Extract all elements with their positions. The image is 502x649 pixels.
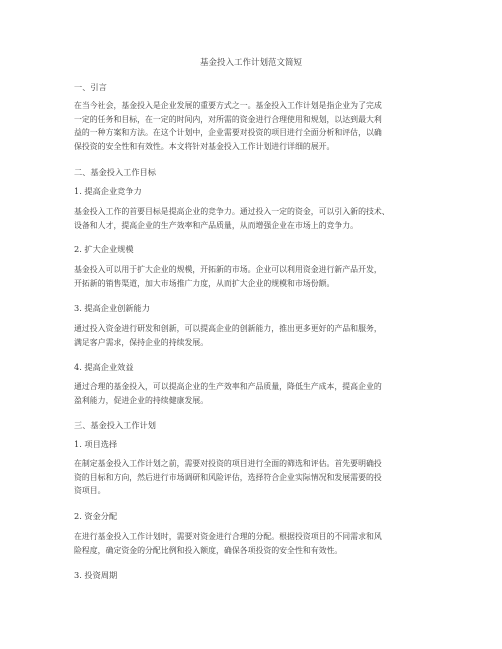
text-line: 一定的任务和目标，在一定的时间内，对所需的资金进行合理使用和规划，以达到最大利	[74, 114, 382, 124]
document-title: 基金投入工作计划范文简短	[199, 58, 302, 68]
plan-1-heading: 1. 项目选择	[74, 439, 118, 449]
section-heading-plan: 三、基金投入工作计划	[74, 420, 156, 430]
text-line: 通过合理的基金投入，可以提高企业的生产效率和产品质量，降低生产成本，提高企业的	[74, 382, 382, 391]
text-line: 在制定基金投入工作计划之前，需要对投资的项目进行全面的筛选和评估。首先要明确投	[74, 459, 382, 468]
text-line: 在当今社会，基金投入是企业发展的重要方式之一。基金投入工作计划是指企业为了完成	[74, 101, 382, 110]
section-heading-goals: 二、基金投入工作目标	[74, 167, 156, 177]
text-line: 满足客户需求，保持企业的持续发展。	[74, 337, 209, 347]
text-line: 益的一种方案和方法。在这个计划中，企业需要对投资的项目进行全面分析和评估，以确	[74, 128, 382, 137]
goal-3-heading: 3. 提高企业创新能力	[74, 303, 150, 313]
text-line: 资项目。	[74, 486, 106, 495]
text-line: 基金投入可以用于扩大企业的规模，开拓新的市场。企业可以利用资金进行新产品开发，	[74, 265, 382, 274]
text-line: 开拓新的销售渠道，加大市场推广力度，从而扩大企业的规模和市场份额。	[74, 278, 335, 288]
plan-1-paragraph	[74, 457, 434, 498]
text-line: 在进行基金投入工作计划时，需要对资金进行合理的分配。根据投资项目的不同需求和风	[74, 532, 382, 541]
text-line: 险程度，确定资金的分配比例和投入额度，确保各项投资的安全性和有效性。	[74, 545, 343, 555]
goal-4-paragraph	[74, 380, 434, 407]
goal-2-heading: 2. 扩大企业规模	[74, 244, 134, 254]
goal-2-paragraph	[74, 263, 434, 290]
goal-1-heading: 1. 提高企业竞争力	[74, 186, 142, 196]
plan-2-paragraph	[74, 530, 434, 557]
goal-1-paragraph	[74, 205, 434, 232]
goal-4-heading: 4. 提高企业效益	[74, 362, 134, 372]
text-line: 基金投入工作的首要目标是提高企业的竞争力。通过投入一定的资金，可以引入新的技术、	[74, 207, 390, 216]
text-line: 盈利能力，促进企业的持续健康发展。	[74, 395, 209, 405]
goal-3-paragraph	[74, 322, 434, 349]
text-line: 保投资的安全性和有效性。本文将针对基金投入工作计划进行详细的展开。	[74, 141, 335, 151]
text-line: 资的目标和方向，然后进行市场调研和风险评估，选择符合企业实际情况和发展需要的投	[74, 472, 382, 482]
text-line: 通过投入资金进行研发和创新，可以提高企业的创新能力，推出更多更好的产品和服务，	[74, 324, 382, 333]
intro-paragraph	[74, 99, 434, 153]
plan-3-heading: 3. 投资周期	[74, 570, 118, 580]
text-line: 设备和人才，提高企业的生产效率和产品质量，从而增强企业在市场上的竞争力。	[74, 220, 359, 230]
plan-2-heading: 2. 资金分配	[74, 511, 118, 521]
section-heading-introduction: 一、引言	[74, 82, 107, 92]
